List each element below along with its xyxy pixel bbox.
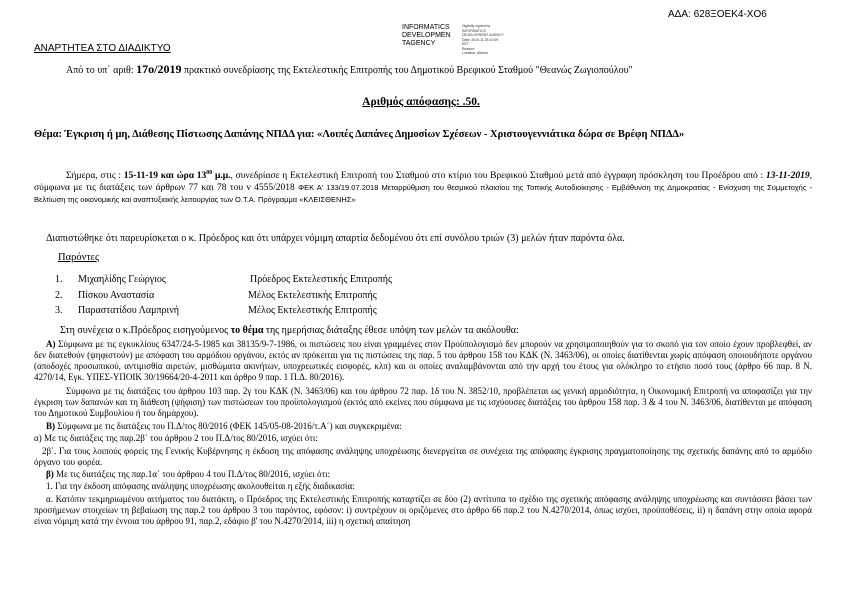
member-name: Παραστατίδου Λαμπρινή (78, 305, 179, 316)
member-num: 1. (55, 274, 63, 285)
stamp-detail: Digitally signed by (462, 24, 491, 28)
ada-code: ΑΔΑ: 628ΞΟΕΚ4-ΧΟ6 (668, 9, 767, 20)
member-role: Μέλος Εκτελεστικής Επιτροπής (248, 305, 377, 316)
member-num: 3. (55, 305, 63, 316)
stamp-detail: DEVELOPMENT AGENCY (462, 33, 504, 37)
stamp-details (462, 24, 504, 56)
stamp-line: TAGENCY (402, 40, 436, 47)
subject: Θέμα: Έγκριση ή μη, Διάθεσης Πίστωσης Δαπάνης ΝΠΔΔ για: «Λοιπές Δαπάνες Δημοσίων Σχέσεων - Χριστουγεννιάτικα δώρα σε Βρέφη ΝΠΔΔ» (34, 129, 685, 140)
meeting-text: , συνεδρίασε η Εκτελεστική Επιτροπή του Σταθμού στο κτίριο του Βρεφικού Σταθμού μετά από έγγραφη πρόσκληση του Προέδρου από : (230, 171, 764, 182)
paragraph-b-text: Σύμφωνα με τις διατάξεις του Π.Δ/τος 80/2016 (ΦΕΚ 145/05-08-2016/τ.Α΄) και συγκεκριμένα: (55, 421, 402, 431)
member-role: Μέλος Εκτελεστικής Επιτροπής (248, 290, 377, 301)
meeting-date: 15-11-19 και ώρα 13 (123, 171, 207, 182)
paragraph-a (34, 339, 812, 383)
invitation-date: 13-11-2019 (765, 171, 810, 182)
paragraph-a-text: Σύμφωνα με τις εγκυκλίους 6347/24-5-1985 και 38135/9-7-1986, οι πιστώσεις που είναι γραμμένες στον Προϋπολογισμό δεν μπορούν να χρησιμοποιηθούν για το σκοπό για τον οποίο έχουν προβλεφθεί, αν δεν διατεθούν (ψηφιστούν) με απόφαση του αρμόδιου οργάνου, εκτός αν πρόκειται για τις πιστώσεις της παρ. 5 του άρθρου 158 του ΚΔΚ (Ν. 3463/06), οι οποίες διατίθενται χωρίς απόφαση οποιουδήποτε οργάνου (αποδοχές προσωπικού, αντιμισθία αιρετών, μισθώματα ακινήτων, υποχρεωτικές εισφορές, κλπ) και οι οποίες αναλαμβάνονται από την αρχή του έτους για ολόκληρο το ετήσιο ποσό τους (άρθρο 66 παρ. 8 Ν. 4270/14, Εγκ. ΥΠΕΣ-ΥΠΟΙΚ 30/19664/20-4-2011 και άρθρο 9 παρ. 1 Π.Δ. 80/2016). (34, 339, 812, 382)
stamp-line: INFORMATICS (402, 24, 450, 31)
paragraph-b (34, 421, 812, 432)
member-name: Μιχαηλίδης Γεώργιος (78, 274, 166, 285)
digital-signature-stamp (402, 24, 504, 55)
continuation-line (60, 325, 519, 336)
decision-number: Αριθμός απόφασης: .50. (362, 96, 480, 108)
present-heading: Παρόντες (58, 252, 100, 263)
intro-prefix: Από το υπ΄ αριθ: (66, 65, 134, 76)
paragraph-2: Σύμφωνα με τις διατάξεις του άρθρου 103 παρ. 2γ του ΚΔΚ (Ν. 3463/06) και του άρθρου 72 παρ. 1δ του Ν. 3852/10, προβλέπεται ως γενική αρμοδιότητα, η Οικονομική Επιτροπή να αποφασίζει για την έγκριση των δαπανών και τη διάθεση (ψήφιση) των πιστώσεων του προϋπολογισμού (εκτός από εκείνες που σύμφωνα με τις ισχύουσες διατάξεις του άρθρου 158 παρ. 3 & 4 του Ν. 3463/06, διατίθενται με απόφαση του Δημοτικού Συμβουλίου ή του δημάρχου). (34, 386, 812, 418)
stamp-detail: Date: 2019.11.26 10:00 (462, 37, 499, 42)
continuation-text: της ημερήσιας διάταξης έθεσε υπόψη των μελών τα ακόλουθα: (263, 325, 519, 336)
item-b-a: α. Κατόπιν τεκμηριωμένου αιτήματος του διατάκτη, ο Πρόεδρος της Εκτελεστικής Επιτροπής καταρτίζει σε δύο (2) αντίτυπα το σχέδιο της σχετικής απόφασης ανάληψης υποχρέωσης και συντάσσει βάσει των προσήμενων στοιχείων τη βεβαίωση της παρ.2 του άρθρου 3 του παρόντος, εφόσον: i) συντρέχουν οι οριζόμενες στο άρθρο 66 παρ.2 του Ν.4270/2014, όπως ισχύει, προϋποθέσεις, ii) η δαπάνη στην οποία αφορά είναι νόμιμη κατά την έννοια του άρθρου 91, παρ.2, εδάφιο β' του Ν.4270/2014, iii) η σχετική απαίτηση (34, 494, 812, 526)
item-a-2b: 2β΄. Για τους λοιπούς φορείς της Γενικής Κυβέρνησης η έκδοση της απόφασης ανάληψης υποχρέωσης διενεργείται σε συνέχεια της απόφασης έγκρισης πραγματοποίησης της σχετικής δαπάνης από το αρμόδιο όργανο του φορέα. (34, 446, 812, 467)
intro-suffix: πρακτικό συνεδρίασης της Εκτελεστικής Επιτροπής του Δημοτικού Βρεφικού Σταθμού "Θεανώς Ζωγιοπούλου" (183, 65, 633, 76)
member-name: Πίσκου Αναστασία (78, 290, 155, 301)
intro-line (66, 62, 633, 77)
stamp-detail: Reason: (462, 46, 476, 51)
item-b-text: Με τις διατάξεις της παρ.1α΄ του άρθρου 4 του Π.Δ/τος 80/2016, ισχύει ότι: (53, 469, 331, 479)
stamp-line: DEVELOPMEN (402, 32, 451, 39)
meeting-paragraph (34, 167, 812, 206)
item-a: α) Με τις διατάξεις της παρ.2β΄ του άρθρου 2 του Π.Δ/τος 80/2016, ισχύει ότι: (34, 433, 318, 443)
meeting-fek: ΦΕΚ Α' 133/19.07.2018 Μεταρρύθμιση του θεσμικού πλαισίου της Τοπικής Αυτοδιοίκησης - Εμβάθυνση της Δημοκρατίας - Ενίσχυση της Συμμετοχής - Βελτίωση της οικονομικής και αναπτυξιακής λειτουργίας των Ο.Τ.Α. Πρόγραμμα «ΚΛΕΙΣΘΕΝΗΣ» (34, 183, 813, 205)
item-b-1: 1. Για την έκδοση απόφασης ανάληψης υποχρέωσης ακολουθείται η εξής διαδικασία: (46, 481, 355, 491)
member-role: Πρόεδρος Εκτελεστικής Επιτροπής (250, 274, 392, 285)
continuation-text: Στη συνέχεια ο κ.Πρόεδρος εισηγούμενος (60, 325, 231, 336)
stamp-detail: EET (462, 42, 469, 46)
item-b-label: β) (46, 469, 54, 479)
stamp-detail: INFORMATICS (462, 28, 486, 33)
meeting-today: Σήμερα, στις : (66, 171, 121, 182)
paragraph-a-label: Α) (46, 339, 56, 349)
meeting-pm: μ.μ. (212, 171, 231, 182)
continuation-topic: το θέμα (230, 325, 264, 336)
item-b (34, 469, 812, 480)
post-online-note: ΑΝΑΡΤΗΤΕΑ ΣΤΟ ΔΙΑΔΙΚΤΥΟ (34, 43, 171, 54)
meeting-time-sup: 00 (206, 170, 213, 176)
quorum-statement: Διαπιστώθηκε ότι παρευρίσκεται ο κ. Πρόεδρος και ότι υπάρχει νόμιμη απαρτία δεδομένου ότι επί συνόλου τριών (3) μελών ήταν παρόντα όλα. (46, 233, 625, 244)
paragraph-b-label: Β) (46, 421, 55, 431)
minutes-number: 17ο/2019 (136, 62, 182, 76)
member-num: 2. (55, 290, 63, 301)
stamp-detail: Location: Athens (462, 51, 488, 55)
meeting-law: , σύμφωνα με τις διατάξεις των άρθρων 77 και 78 του ν 4555/2018 (34, 171, 812, 194)
